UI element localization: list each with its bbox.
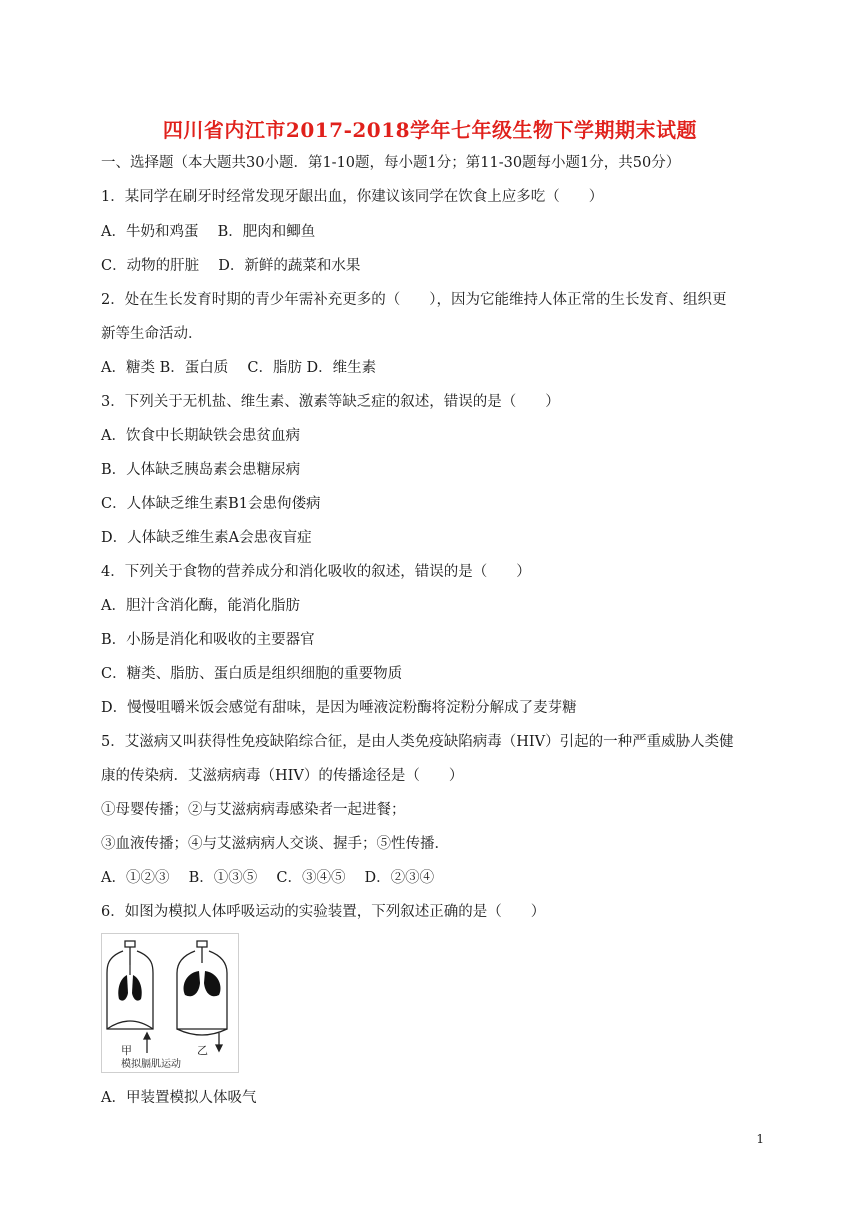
q3-option-c: C．人体缺乏维生素B1会患佝偻病 <box>101 496 321 512</box>
q3-option-b: B．人体缺乏胰岛素会患糖尿病 <box>101 462 301 478</box>
figure-label-left: 甲 <box>121 1044 132 1057</box>
q5-statement-2: ③血液传播；④与艾滋病病人交谈、握手；⑤性传播． <box>101 836 449 852</box>
q2-options: A．糖类 B．蛋白质 C．脂肪 D．维生素 <box>101 360 377 376</box>
figure-caption: 模拟膈肌运动 <box>121 1059 181 1070</box>
question-5: 5．艾滋病又叫获得性免疫缺陷综合征，是由人类免疫缺陷病毒（HIV）引起的一种严重威胁人类健 <box>101 734 734 750</box>
q1-options-ab: A．牛奶和鸡蛋 B．肥肉和鲫鱼 <box>101 224 316 240</box>
q1-options-cd: C．动物的肝脏 D．新鲜的蔬菜和水果 <box>101 258 361 274</box>
q4-option-a: A．胆汁含消化酶，能消化脂肪 <box>101 598 300 614</box>
q6-option-a: A．甲装置模拟人体吸气 <box>101 1090 257 1106</box>
q3-option-a: A．饮食中长期缺铁会患贫血病 <box>101 428 300 444</box>
question-2-cont: 新等生命活动． <box>101 326 203 342</box>
q4-option-d: D．慢慢咀嚼米饭会感觉有甜味，是因为唾液淀粉酶将淀粉分解成了麦芽糖 <box>101 700 577 716</box>
q5-options: A．①②③ B．①③⑤ C．③④⑤ D．②③④ <box>101 870 435 886</box>
question-6: 6．如图为模拟人体呼吸运动的实验装置，下列叙述正确的是（ ） <box>101 904 546 920</box>
q4-option-b: B．小肠是消化和吸收的主要器官 <box>101 632 315 648</box>
question-4: 4．下列关于食物的营养成分和消化吸收的叙述，错误的是（ ） <box>101 564 531 580</box>
question-5-cont: 康的传染病．艾滋病病毒（HIV）的传播途径是（ ） <box>101 768 464 784</box>
page-number: 1 <box>756 1132 764 1146</box>
page-title: 四川省内江市2017-2018学年七年级生物下学期期末试题 <box>162 118 698 142</box>
q5-statement-1: ①母婴传播；②与艾滋病病毒感染者一起进餐； <box>101 802 406 818</box>
question-2: 2．处在生长发育时期的青少年需补充更多的（ ），因为它能维持人体正常的生长发育、组织更 <box>101 292 727 308</box>
q4-option-c: C．糖类、脂肪、蛋白质是组织细胞的重要物质 <box>101 666 403 682</box>
q3-option-d: D．人体缺乏维生素A会患夜盲症 <box>101 530 312 546</box>
section-heading: 一、选择题（本大题共30小题．第1-10题，每小题1分；第11-30题每小题1分，共50分） <box>101 155 681 171</box>
bell-jar-diagram <box>101 933 239 1073</box>
breathing-model-figure <box>101 933 239 1073</box>
question-1: 1．某同学在刷牙时经常发现牙龈出血，你建议该同学在饮食上应多吃（ ） <box>101 189 604 205</box>
question-3: 3．下列关于无机盐、维生素、激素等缺乏症的叙述，错误的是（ ） <box>101 394 560 410</box>
figure-label-right: 乙 <box>197 1044 208 1057</box>
